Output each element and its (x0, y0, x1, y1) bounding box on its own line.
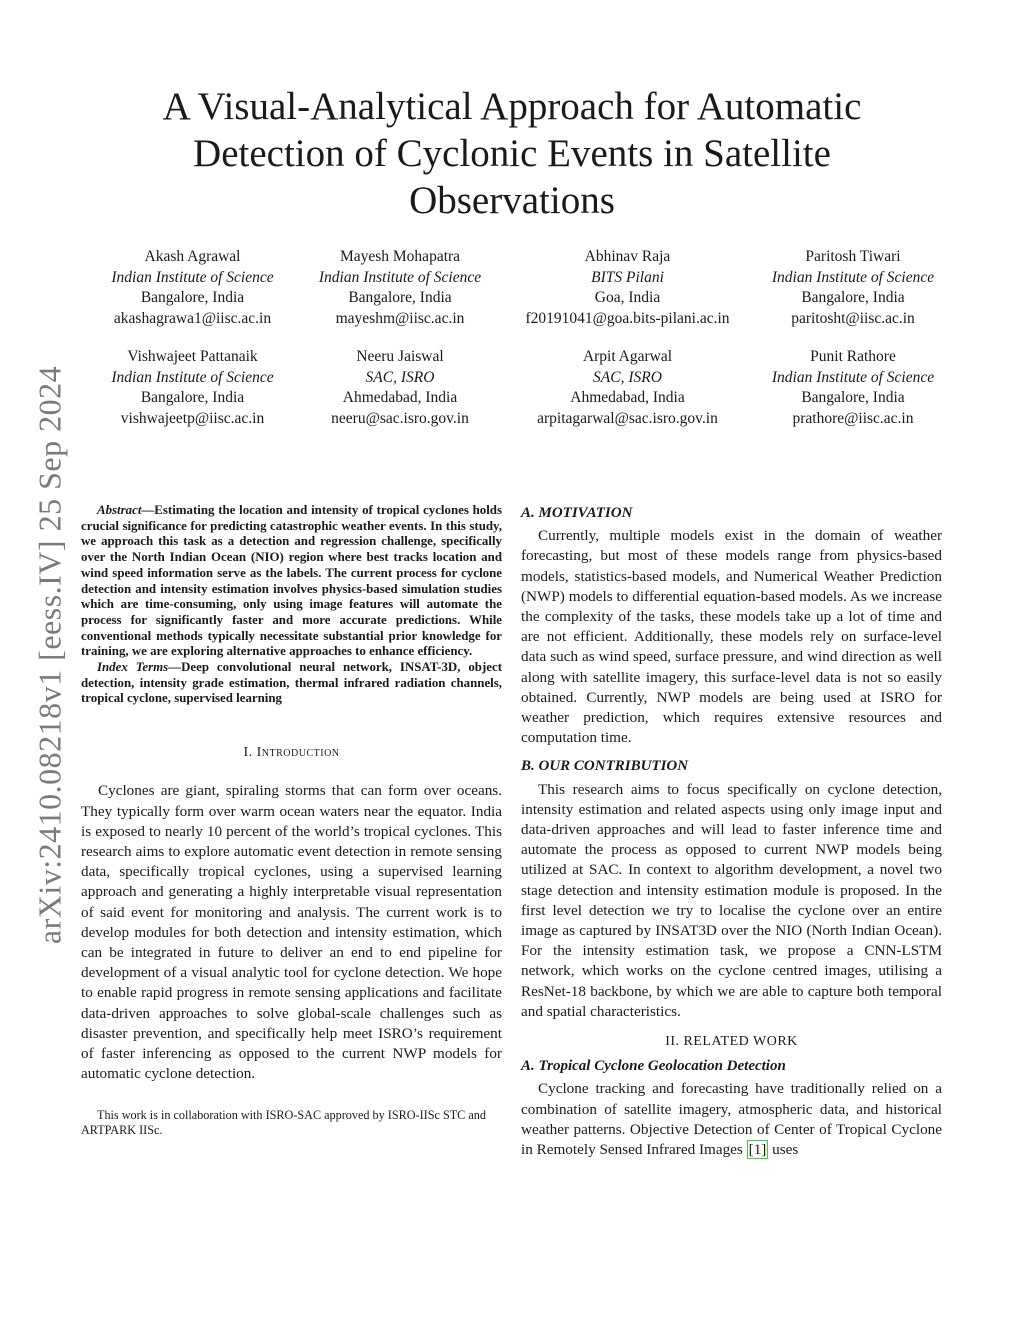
author-card (505, 347, 750, 429)
author-card (505, 247, 750, 329)
author-email: f20191041@goa.bits-pilani.ac.in (525, 309, 730, 327)
abstract-lead: Abstract (97, 503, 142, 517)
arxiv-stamp: arXiv:2410.08218v1 [eess.IV] 25 Sep 2024 (31, 365, 68, 945)
related-text-before: Cyclone tracking and forecasting have traditionally relied on a combination of satellite imagery, atmospheric data, and historical weather patterns. Objective Detection of Center of Tropical Cyclone in Remotely Sensed Infrared Images (521, 1080, 942, 1159)
footnote: This work is in collaboration with ISRO-SAC approved by ISRO-IISc STC and ARTPARK IISc. (81, 1108, 486, 1137)
author-card (90, 247, 295, 329)
contribution-heading: B. OUR CONTRIBUTION (521, 758, 689, 775)
author-email: arpitagarwal@sac.isro.gov.in (537, 409, 718, 427)
author-name: Paritosh Tiwari (805, 248, 901, 265)
author-email: vishwajeetp@iisc.ac.in (120, 409, 265, 427)
index-terms-text: —Deep convolutional neural network, INSAT-3D, object detection, intensity grade estimation, thermal infrared radiation channels, tropical cyclone, supervised learning (81, 660, 502, 706)
section-heading-related-work: II. RELATED WORK (665, 1034, 798, 1050)
author-affiliation: SAC, ISRO (593, 368, 662, 386)
author-affiliation: BITS Pilani (591, 268, 664, 286)
related-text-after: uses (768, 1141, 799, 1159)
contribution-paragraph: This research aims to focus specifically on cyclone detection, intensity estimation and related aspects using only image input and data-driven approaches and will lead to faster inference time and automate the process as opposed to current NWP models being utilized at SAC. In context to algorithm development, a novel two stage detection and intensity estimation module is proposed. In the first level detection we try to localise the cyclone over an entire image as captured by INSAT3D over the NIO (North Indian Ocean). For the intensity estimation task, we propose a CNN-LSTM network, which works on the cyclone centred images, utilising a ResNet-18 backbone, by which we are able to capture both temporal and spatial characteristics. (521, 780, 942, 1020)
section-heading-introduction (81, 743, 502, 763)
related-work-paragraph (521, 1079, 942, 1160)
author-location: Ahmedabad, India (342, 389, 458, 406)
index-terms-lead: Index Terms (97, 660, 169, 675)
author-name: Neeru Jaiswal (356, 348, 444, 365)
section-number: I. (243, 745, 253, 761)
author-card (295, 247, 505, 329)
section-title: Introduction (256, 745, 340, 761)
author-affiliation: Indian Institute of Science (111, 368, 274, 386)
author-name: Mayesh Mohapatra (339, 248, 461, 265)
author-location: Bangalore, India (140, 289, 245, 306)
author-email: akashagrawa1@iisc.ac.in (113, 309, 272, 327)
author-name: Arpit Agarwal (582, 348, 673, 365)
author-location: Bangalore, India (801, 289, 905, 306)
left-column (81, 503, 502, 1137)
author-card (750, 347, 956, 429)
author-affiliation: Indian Institute of Science (111, 268, 274, 286)
right-column (521, 503, 942, 1160)
author-email: mayeshm@iisc.ac.in (335, 309, 465, 327)
index-terms (81, 660, 502, 707)
author-location: Goa, India (594, 289, 661, 306)
author-affiliation: SAC, ISRO (365, 368, 435, 386)
author-card (90, 347, 295, 429)
author-name: Akash Agrawal (144, 248, 241, 265)
author-affiliation: Indian Institute of Science (318, 268, 482, 286)
abstract-text: —Estimating the location and intensity of tropical cyclones holds crucial significance for predicting catastrophic weather events. In this study, we approach this task as a detection and regression challenge, specifically over the North Indian Ocean (NIO) region where best tracks location and wind speed information serve as the labels. The current process for cyclone detection and intensity estimation involves physics-based simulation studies which are time-consuming, only using image features will automate the process for significantly faster and more accurate predictions. While conventional methods typically necessitate substantial prior knowledge for training, we are exploring alternative approaches to enhance efficiency. (81, 503, 502, 659)
author-email: paritosht@iisc.ac.in (791, 309, 915, 327)
author-card (295, 347, 505, 429)
author-location: Bangalore, India (348, 289, 452, 306)
geolocation-heading: A. Tropical Cyclone Geolocation Detection (521, 1058, 786, 1075)
paper-title: A Visual-Analytical Approach for Automatic Detection of Cyclonic Events in Satellite Observations (162, 85, 862, 222)
author-email: prathore@iisc.ac.in (792, 409, 914, 427)
author-affiliation: Indian Institute of Science (771, 368, 935, 386)
motivation-paragraph: Currently, multiple models exist in the domain of weather forecasting, but most of these models range from physics-based models, statistics-based models, and Numerical Weather Prediction (NWP) models to differential equation-based models. As we increase the complexity of the tasks, these models take up a lot of time and are not efficient. Additionally, these models rely on surface-level data such as wind speed, surface pressure, and wind direction as well along with satellite imagery, this surface-level data is not so easily obtained. Currently, NWP models are being used at ISRO for weather prediction, which requires extensive resources and computation time. (521, 527, 942, 747)
author-name: Abhinav Raja (584, 248, 671, 265)
introduction-paragraph: Cyclones are giant, spiraling storms that can form over oceans. They typically form over warm ocean waters near the equator. India is exposed to nearly 10 percent of the world’s tropical cyclones. This research aims to explore automatic event detection in remote sensing data, specifically tropical cyclones, using a supervised learning approach and generating a highly interpretable visual representation of said event for monitoring and analysis. The current work is to develop modules for both detection and intensity estimation, which can be integrated in future to deliver an end to end pipeline for development of a visual analytic tool for cyclone detection. We hope to enable rapid progress in remote sensing applications and facilitate data-driven approaches to solve global-scale challenges such as disaster prevention, and specifically help meet ISRO’s requirement of faster inferencing as opposed to the current NWP models for automatic cyclone detection. (81, 782, 502, 1083)
citation-link[interactable]: [1] (748, 1141, 767, 1159)
author-location: Bangalore, India (140, 389, 245, 406)
author-card (750, 247, 956, 329)
abstract (81, 503, 502, 660)
author-name: Punit Rathore (810, 348, 896, 365)
author-block (90, 247, 956, 429)
author-location: Bangalore, India (801, 389, 905, 406)
author-name: Vishwajeet Pattanaik (127, 348, 258, 365)
author-email: neeru@sac.isro.gov.in (331, 409, 469, 427)
author-affiliation: Indian Institute of Science (771, 268, 935, 286)
author-location: Ahmedabad, India (570, 389, 685, 406)
motivation-heading: A. MOTIVATION (521, 505, 633, 521)
